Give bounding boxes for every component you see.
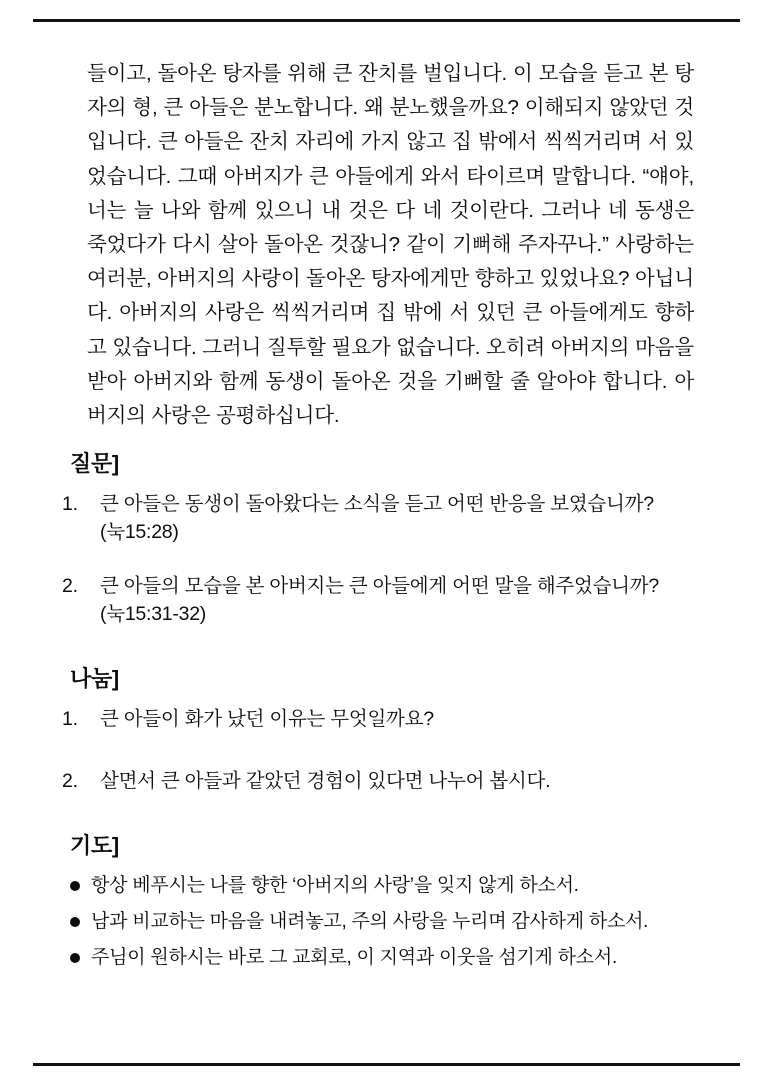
list-marker: 2. xyxy=(62,575,78,597)
bullet-icon xyxy=(70,881,80,891)
section-heading-sharing: 나눔] xyxy=(70,666,119,691)
list-item-text: 항상 베푸시는 나를 향한 ‘아버지의 사랑’을 잊지 않게 하소서. xyxy=(91,875,579,896)
section-sharing xyxy=(0,665,770,795)
sharing-list xyxy=(0,705,770,795)
body-text-block xyxy=(87,57,694,433)
bullet-icon xyxy=(70,953,80,963)
list-item xyxy=(0,872,770,899)
list-item-text: 주님이 원하시는 바로 그 교회로, 이 지역과 이웃을 섬기게 하소서. xyxy=(91,947,618,968)
bottom-divider xyxy=(33,1063,740,1066)
list-item-text: 큰 아들의 모습을 본 아버지는 큰 아들에게 어떤 말을 해주었습니까? xyxy=(100,575,659,597)
list-item-text: 큰 아들이 화가 났던 이유는 무엇일까요? xyxy=(100,708,434,730)
scripture-reference: (눅15:31-32) xyxy=(100,603,207,625)
list-item xyxy=(0,908,770,935)
list-marker: 1. xyxy=(62,708,78,730)
question-list xyxy=(0,490,770,628)
list-item xyxy=(0,572,770,628)
list-marker: 1. xyxy=(62,493,78,515)
list-item xyxy=(0,705,770,733)
list-item xyxy=(0,767,770,795)
section-questions xyxy=(0,450,770,628)
list-item xyxy=(0,944,770,971)
top-divider xyxy=(33,19,740,22)
list-item xyxy=(0,490,770,546)
list-marker: 2. xyxy=(62,770,78,792)
bullet-icon xyxy=(70,917,80,927)
list-item-text: 큰 아들은 동생이 돌아왔다는 소식을 듣고 어떤 반응을 보였습니까? xyxy=(100,493,654,515)
list-item-text: 남과 비교하는 마음을 내려놓고, 주의 사랑을 누리며 감사하게 하소서. xyxy=(91,911,649,932)
prayer-list xyxy=(0,872,770,971)
section-heading-prayer: 기도] xyxy=(70,833,119,858)
section-heading-questions: 질문] xyxy=(70,451,119,476)
list-item-text: 살면서 큰 아들과 같았던 경험이 있다면 나누어 봅시다. xyxy=(100,770,551,792)
body-paragraph: 들이고, 돌아온 탕자를 위해 큰 잔치를 벌입니다. 이 모습을 듣고 본 탕자의 형, 큰 아들은 분노합니다. 왜 분노했을까요? 이해되지 않았던 것입니다. 큰 아들은 잔치 자리에 가지 않고 집 밖에서 씩씩거리며 서 있었습니다. 그때 아버지가 큰 아들에게 와서 타이르며 말합니다. “얘야, 너는 늘 나와 함께 있으니 내 것은 다 네 것이란다. 그러나 네 동생은 죽었다가 다시 살아 돌아온 것잖니? 같이 기뻐해 주자꾸나.” 사랑하는 여러분, 아버지의 사랑이 돌아온 탕자에게만 향하고 있었나요? 아닙니다. 아버지의 사랑은 씩씩거리며 집 밖에 서 있던 큰 아들에게도 향하고 있습니다. 그러니 질투할 필요가 없습니다. 오히려 아버지의 마음을 받아 아버지와 함께 동생이 돌아온 것을 기뻐할 줄 알아야 합니다. 아버지의 사랑은 공평하십니다. xyxy=(87,62,694,428)
scripture-reference: (눅15:28) xyxy=(100,521,179,543)
section-prayer xyxy=(0,832,770,971)
